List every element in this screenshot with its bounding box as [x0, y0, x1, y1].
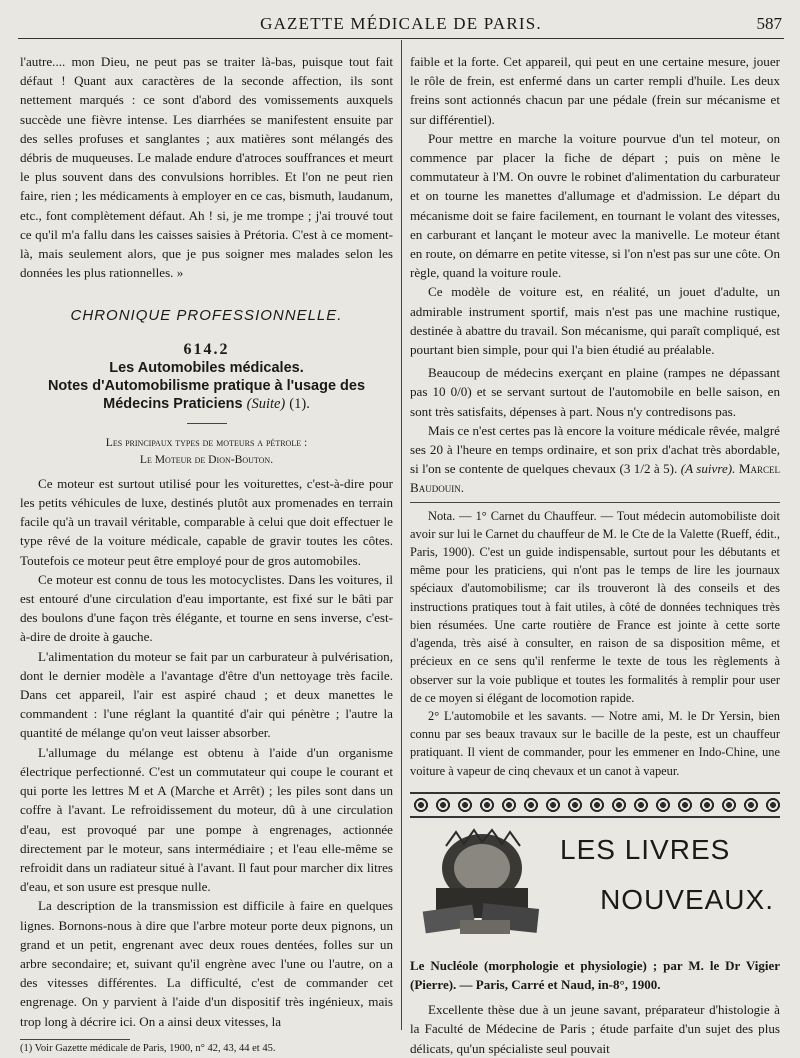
paragraph-ideal-text: Mais ce n'est certes pas là encore la voiture médicale rêvée, malgré ses 20 à l'heure en temps ordinaire, et son prix d'achat très abordable, si l'on se contente de quelques chevaux (3 1/2 à 5). [410, 422, 780, 477]
to-be-continued: (A suivre). [680, 461, 736, 477]
article-title-suite: (Suite) [246, 395, 286, 412]
books-illustration-icon [416, 828, 548, 943]
paragraph-model: Ce modèle de voiture est, en réalité, un jouet d'adulte, un admirable instrument sportif, mais n'est pas une machine rustique, destinée à abattre du travail. Son mécanisme, qui paraît compliqué, est pourtant bien simple, pour qui l'a bien étudié au préalable. [410, 284, 780, 358]
column-divider [401, 40, 402, 1030]
paragraph-4: L'allumage du mélange est obtenu à l'aide d'un organisme électrique perfectionné. C'est un commutateur qui coupe le courant et qui porte les lettres M et A (Marche et Arrêt) ; les piles sont dans un coffre à l'avant. Le refroidissement du moteur, dû à une circulation d'eau, est provoqué par une pompe à engrenages, actionnée directement par le moteur, sans intermédiaire ; et l'eau elle-même se refroidit dans un radiateur situé à l'avant. Il faut pour marcher dix litres d'eau, et son usure est presque nulle. [20, 744, 393, 895]
subhead-1: Les principaux types de moteurs a pétrole : [105, 435, 308, 449]
article-title-1: Les Automobiles médicales. [109, 359, 304, 376]
books-banner [410, 828, 780, 948]
books-heading-2: NOUVEAUX. [600, 883, 774, 915]
article-title-3 [20, 395, 393, 413]
paragraph-start: Pour mettre en marche la voiture pourvue d'un tel moteur, on commence par placer la fiche de départ ; puis on mène le commutateur à l'M. On ouvre le robinet d'alimentation du carburateur et on tourne les manettes d'allumage et d'admission. Le départ du mécanisme doit se faire facilement, en tournant le volant des vitesses, en carburant et lançant le moteur avec la manivelle. Le moteur étant en route, on démarre en petite vitesse, si l'on n'est pas sur une côte. On règle, quand la voiture roule. [410, 130, 780, 281]
books-heading-1: LES LIVRES [560, 833, 731, 865]
paragraph-3: L'alimentation du moteur se fait par un carburateur à pulvérisation, dont le dernier modèle a l'avantage d'être d'un nettoyage très facile. Dans cet appareil, l'air est aspiré chaud ; et deux manettes le commandent : l'une réglant la quantité d'air qui pénètre ; l'autre la quantité de mélange qu'on veut laisser absorber. [20, 648, 393, 741]
paragraph-5: La description de la transmission est difficile à faire en quelques lignes. Bornons-nous à dire que l'arbre moteur porte deux pignons, un grand et un petit, engrenant avec deux roues dentées, folles sur un arbre secondaire; et, suivant qu'il engrène avec l'une ou l'autre, on a des vitesses différentes. La difficulté, c'est de commander cet engrenage. On y parvient à l'aide d'un dispositif très ingénieux, mais trop long à décrire ici. On a ainsi deux vitesses, la [20, 898, 393, 1029]
paragraph-physicians: Beaucoup de médecins exerçant en plaine (rampes ne dépassant pas 10 0/0) et se servant surtout de l'automobile en belle saison, en sont très satisfaits, dépenses à part. Nous n'y contredisons pas. [410, 365, 780, 419]
article-number: 614.2 [183, 340, 230, 358]
paragraph-ideal [410, 421, 780, 498]
book-entry: Le Nucléole (morphologie et physiologie) ; par M. le Dr Vigier (Pierre). — Paris, Carré et Naud, in-8°, 1900. [410, 957, 780, 992]
paragraph-2: Ce moteur est connu de tous les motocyclistes. Dans les voitures, il est entouré d'une circulation d'eau importante, est fixé sur le bâti par des boulons d'une façon très élégante, et tourne en sens inverse, c'est-à-dire de droite à gauche. [20, 571, 393, 645]
nota-paragraph: Nota. — 1° Carnet du Chauffeur. — Tout médecin automobiliste doit avoir sur lui le Carnet du chauffeur de M. le Cte de la Valette (Rueff, édit., Paris, 1900). C'est un guide indispensable, surtout pour les débutants et même pour les praticiens, qui n'ont pas le temps de lire les journaux spéciaux d'automobilisme; car ils trouveront là des conseils et des instructions pratiques tout à fait utiles, à côté de données techniques très bien résumées. Une carte routière de France est jointe à cette sorte d'agenda, très aisé à consulter, en raison de sa disposition même, et précieux en ce sens qu'il renferme le texte de tous les règlements à observer sur la voie publique et toutes les formalités à remplir pour user de ce moyen si élégant de locomotion rapide. [410, 508, 780, 705]
journal-title: GAZETTE MÉDICALE DE PARIS. [260, 14, 542, 33]
article-title-2: Notes d'Automobilisme pratique à l'usage des [47, 377, 366, 394]
right-column [410, 52, 780, 1058]
left-column [20, 52, 393, 1056]
article-title-main: Médecins Praticiens [103, 395, 243, 412]
paragraph-continued: faible et la forte. Cet appareil, qui peut en une certaine mesure, jouer le rôle de frein, est enfermé dans un carter rempli d'huile. Les deux freins sont actionnés chacun par une pédale (frein sur mécanisme et sur différentiel). [410, 54, 780, 127]
nota-2-paragraph: 2° L'automobile et les savants. — Notre ami, M. le Dr Yersin, bien connu par ses beaux travaux sur le bacille de la peste, est un chauffeur pratiquant. Il vient de commander, pour les emmener en Indo-Chine, une voiture à vapeur de cinq chevaux et un canot à vapeur. [410, 708, 780, 778]
footnote-rule [20, 1039, 130, 1040]
page-number: 587 [756, 14, 782, 33]
nota-rule [410, 502, 780, 503]
footnote: (1) Voir Gazette médicale de Paris, 1900, n° 42, 43, 44 et 45. [20, 1042, 276, 1054]
author-signature: Marcel Baudouin. [410, 461, 781, 496]
running-header [18, 8, 784, 39]
section-heading: CHRONIQUE PROFESSIONNELLE. [70, 307, 343, 325]
intro-paragraph: l'autre.... mon Dieu, ne peut pas se traiter là-bas, puisque tout fait défaut ! Quant aux caractères de la seconde affection, ils sont nettement marqués : ce sont d'abord des vomissements auxquels succède une fièvre intense. Les diarrhées se manifestent ensuite par des selles profuses et sanglantes ; aux matières sont mélangés des débris de muqueuses. Le malade endure d'atroces souffrances et meurt le plus souvent dans des convulsions horribles. Et l'on ne peut rien faire, rien ; les médicaments à employer en ce cas, bismuth, laudanum, etc., font complètement défaut. Ah ! si, je me trompe ; j'ai trouvé tout ce qu'il m'a fallu dans les caisses saisies à Prétoria. C'est à ce moment-là, mais seulement alors, que je pus soigner mes malades selon les données les plus rationnelles. » [20, 54, 393, 281]
article-title-ref: (1). [289, 395, 310, 412]
paragraph-1: Ce moteur est surtout utilisé pour les voiturettes, c'est-à-dire pour les petits véhicules de luxe, destinés plutôt aux promenades en terrain facile qu'à un travail véritable, comparable à celui que doit effectuer le type rêvé de la voiture médicale, capable de gravir toutes les côtes. Toutefois ce moteur peut être employé pour de gros automobiles. [20, 475, 393, 568]
book-review: Excellente thèse due à un jeune savant, préparateur d'histologie à la Faculté de Médecine de Paris ; étude parfaite d'un sujet des plus délicats, qu'un spécialiste seul pouvait [410, 1002, 780, 1056]
title-rule [187, 423, 227, 424]
ornamental-border [410, 792, 780, 818]
subhead-2: Le Moteur de Dion-Bouton. [139, 452, 274, 466]
